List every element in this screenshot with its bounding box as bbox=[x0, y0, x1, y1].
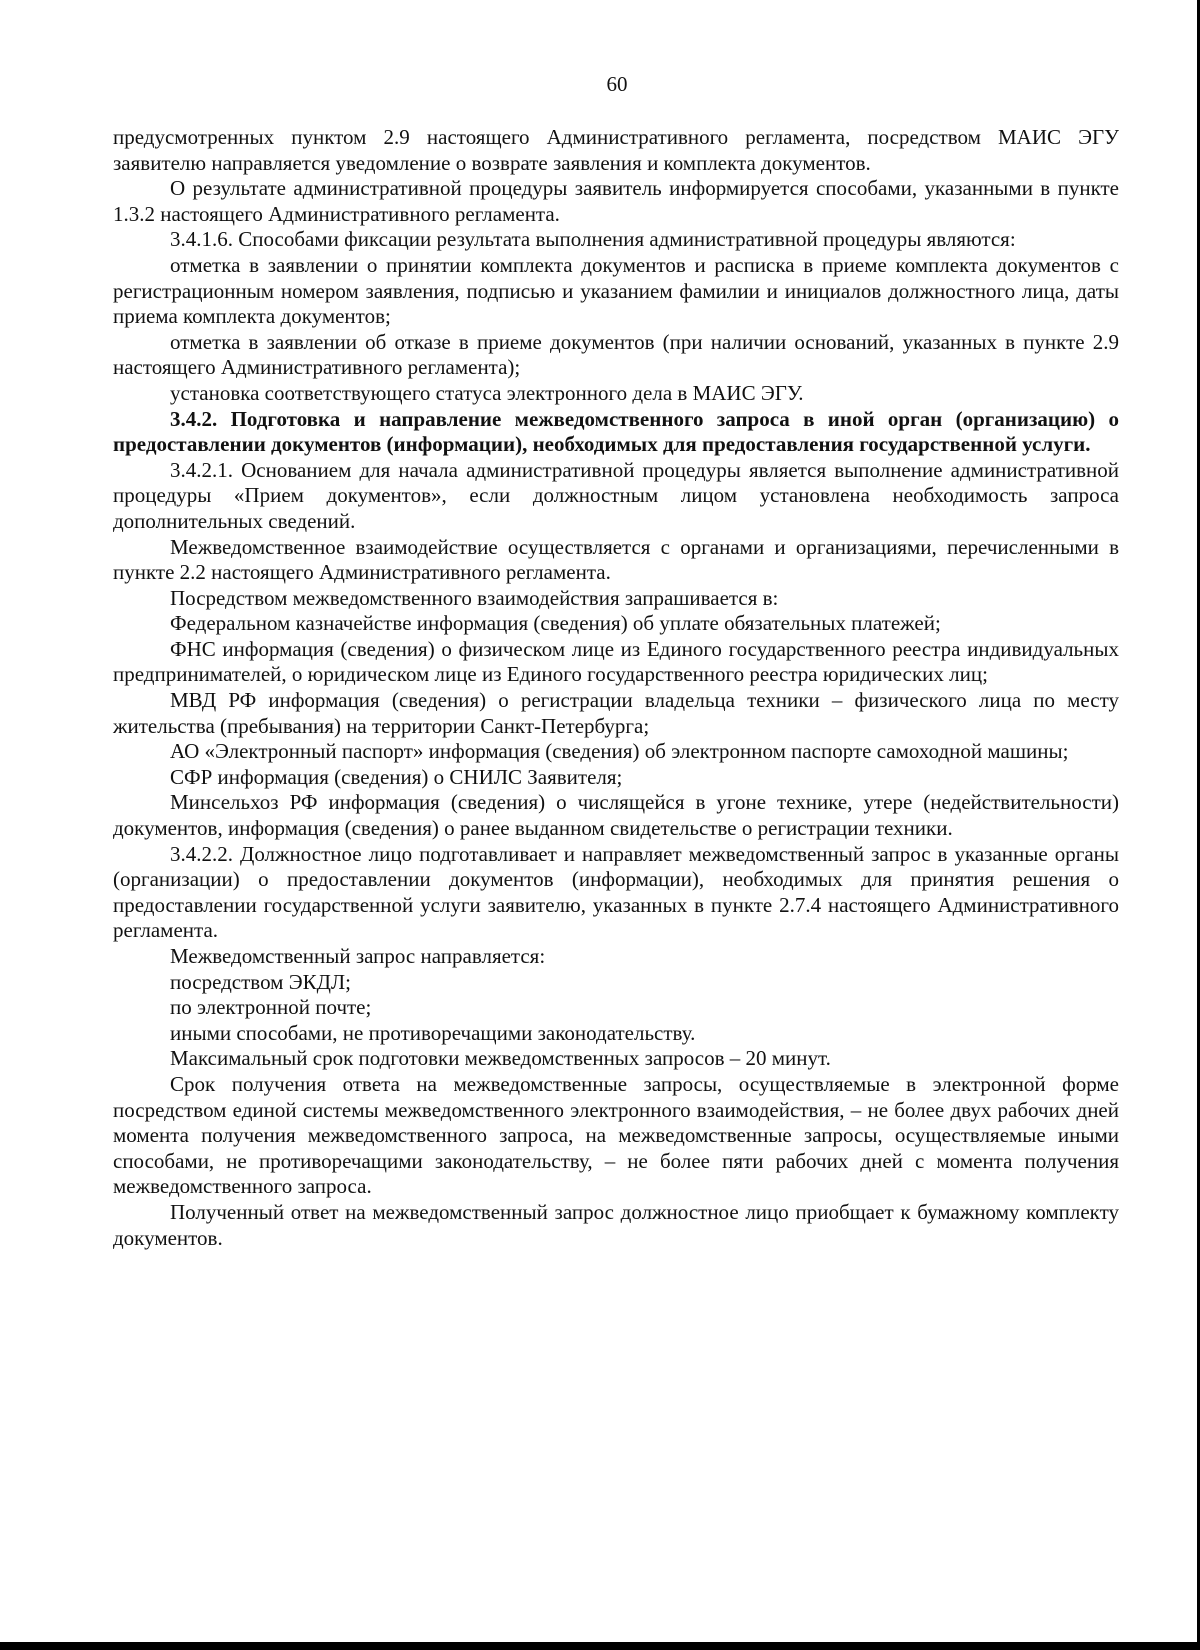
paragraph: О результате административной процедуры заявитель информируется способами, указанными в пункте 1.3.2 настоящего Административного регламента. bbox=[113, 176, 1119, 226]
paragraph: Полученный ответ на межведомственный запрос должностное лицо приобщает к бумажному комплекту документов. bbox=[113, 1199, 1119, 1250]
paragraph: Посредством межведомственного взаимодействия запрашивается в: bbox=[170, 585, 779, 610]
paragraph: СФР информация (сведения) о СНИЛС Заявителя; bbox=[170, 764, 623, 789]
paragraph: МВД РФ информация (сведения) о регистрации владельца техники – физического лица по месту жительства (пребывания) на территории Санкт-Петербурга; bbox=[113, 688, 1119, 738]
paragraph: установка соответствующего статуса электронного дела в МАИС ЭГУ. bbox=[170, 380, 804, 405]
paragraph: Минсельхоз РФ информация (сведения) о числящейся в угоне технике, утере (недействительности) документов, информация (сведения) о ранее выданном свидетельстве о регистрации техники. bbox=[113, 790, 1119, 841]
paragraph: 3.4.2.2. Должностное лицо подготавливает и направляет межведомственный запрос в указанные органы (организации) о предоставлении документов (информации), необходимых для принятия решения о предоставлении государственной услуги заявителю, указанных в пункте 2.7.4 настоящего Административного регламента. bbox=[113, 841, 1119, 943]
paragraph: Межведомственное взаимодействие осуществляется с органами и организациями, перечисленными в пункте 2.2 настоящего Административного регламента. bbox=[113, 534, 1119, 585]
paragraph: АО «Электронный паспорт» информация (сведения) об электронном паспорте самоходной машины; bbox=[170, 739, 1069, 764]
document-body bbox=[113, 125, 1119, 1251]
section-heading: 3.4.2. Подготовка и направление межведомственного запроса в иной орган (организацию) о предоставлении документов (информации), необходимых для предоставления государственной услуги. bbox=[113, 406, 1119, 457]
paragraph: посредством ЭКДЛ; bbox=[170, 969, 351, 994]
paragraph: Федеральном казначействе информация (сведения) об уплате обязательных платежей; bbox=[170, 611, 941, 636]
paragraph: Межведомственный запрос направляется: bbox=[170, 944, 546, 968]
paragraph: ФНС информация (сведения) о физическом лице из Единого государственного реестра индивидуальных предпринимателей, о юридическом лице из Единого государственного реестра юридических лиц; bbox=[113, 636, 1119, 687]
paragraph: Максимальный срок подготовки межведомственных запросов – 20 минут. bbox=[170, 1046, 831, 1071]
paragraph: иными способами, не противоречащими законодательству. bbox=[170, 1020, 696, 1045]
page-edge-bottom bbox=[0, 1642, 1200, 1650]
page-number: 60 bbox=[606, 72, 628, 96]
paragraph: по электронной почте; bbox=[170, 995, 372, 1020]
paragraph: 3.4.2.1. Основанием для начала административной процедуры является выполнение административной процедуры «Прием документов», если должностным лицом установлена необходимость запроса дополнительных сведений. bbox=[113, 457, 1119, 533]
paragraph: 3.4.1.6. Способами фиксации результата выполнения административной процедуры являются: bbox=[170, 227, 1016, 252]
paragraph: отметка в заявлении о принятии комплекта документов и расписка в приеме комплекта документов с регистрационным номером заявления, подписью и указанием фамилии и инициалов должностного лица, даты приема комплекта документов; bbox=[113, 252, 1119, 329]
paragraph: Срок получения ответа на межведомственные запросы, осуществляемые в электронной форме посредством единой системы межведомственного электронного взаимодействия, – не более двух рабочих дней момента получения межведомственного запроса, на межведомственные запросы, осуществляемые иными способами, не противоречащими законодательству, – не более пяти рабочих дней с момента получения межведомственного запроса. bbox=[113, 1071, 1119, 1199]
paragraph: отметка в заявлении об отказе в приеме документов (при наличии оснований, указанных в пункте 2.9 настоящего Административного регламента); bbox=[113, 329, 1119, 380]
paragraph: предусмотренных пунктом 2.9 настоящего Административного регламента, посредством МАИС ЭГУ заявителю направляется уведомление о возврате заявления и комплекта документов. bbox=[113, 125, 1119, 175]
